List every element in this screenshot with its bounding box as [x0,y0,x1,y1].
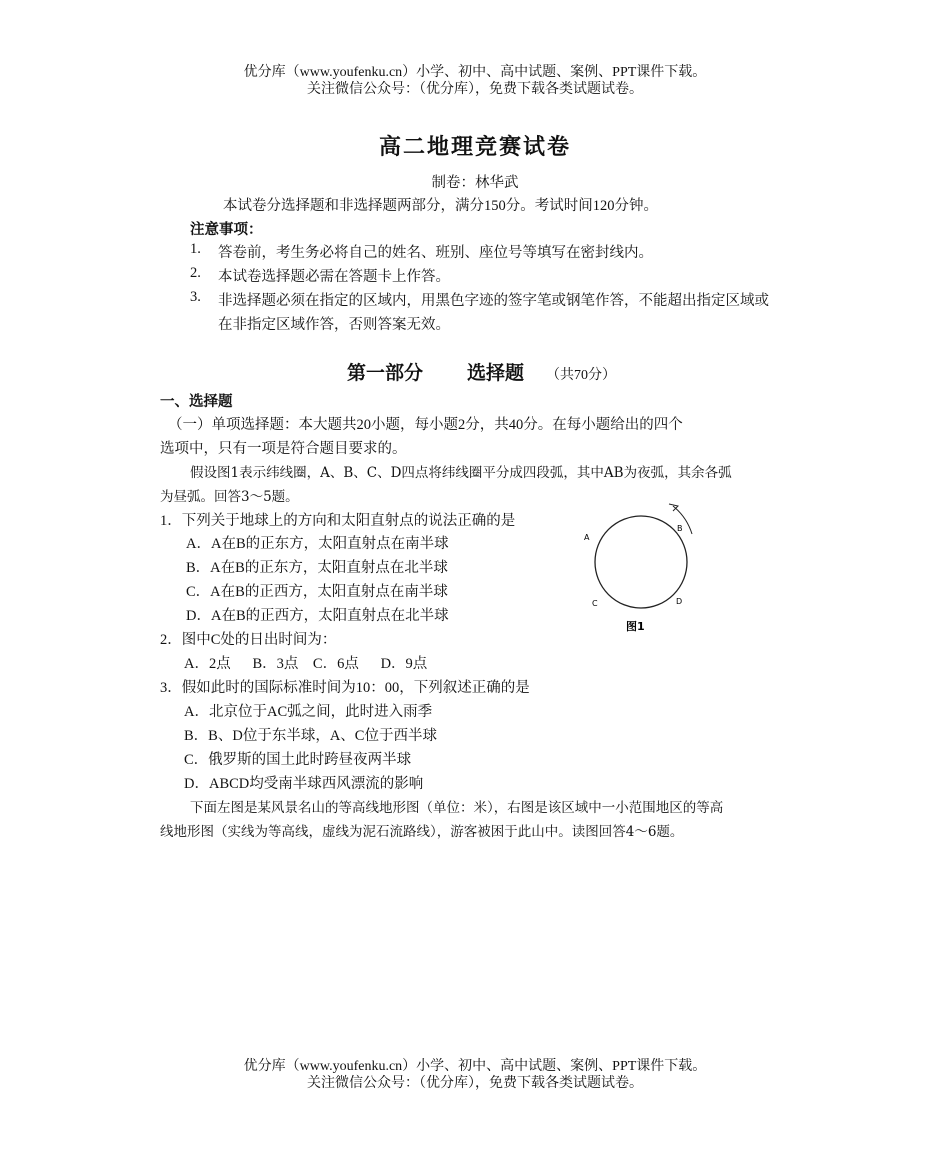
q1-option-d: D．A在B的正西方，太阳直射点在北半球 [186,608,449,624]
author-line: 制卷：林华武 [431,175,519,191]
page-header-line2: 关注微信公众号：（优分库），免费下载各类试题试卷。 [307,82,643,97]
section1-sub-line2: 选项中，只有一项是符合题目要求的。 [160,441,407,457]
point-a-label: A [584,533,590,542]
rotation-arrow-icon [669,504,678,511]
latitude-circle [595,516,687,608]
note-num-3: 3. [190,289,201,305]
note-text-3: 非选择题必须在指定的区域内，用黑色字迹的签字笔或钢笔作答，不能超出指定区域或 [218,293,769,309]
page-title: 高二地理竞赛试卷 [378,135,571,160]
part1-title-b: 选择题 [467,362,525,384]
figure1-latitude-circle [578,500,708,640]
q1-option-b: B．A在B的正东方，太阳直射点在北半球 [186,560,448,576]
passage2-line2: 线地形图（实线为等高线，虚线为泥石流路线），游客被困于此山中。读图回答4～6题。 [160,824,684,840]
q1-option-c: C．A在B的正西方，太阳直射点在南半球 [186,584,448,600]
figure1-caption: 图1 [626,620,645,633]
intro-text: 本试卷分选择题和非选择题两部分，满分150分。考试时间120分钟。 [223,198,658,214]
passage1-line2: 为昼弧。回答3～5题。 [160,489,299,505]
note-text-2: 本试卷选择题必需在答题卡上作答。 [218,269,450,285]
passage1-line1: 假设图1表示纬线圈，A、B、C、D四点将纬线圈平分成四段弧，其中AB为夜弧，其余各弧 [190,465,732,481]
q3-option-d: D．ABCD均受南半球西风漂流的影响 [184,776,424,792]
point-c-label: C [592,599,598,608]
point-d-label: D [676,597,683,606]
note-num-2: 2. [190,265,201,281]
page-footer-line1: 优分库（www.youfenku.cn）小学、初中、高中试题、案例、PPT课件下载。 [243,1059,707,1074]
note-num-1: 1. [190,241,201,257]
q1-stem: 1．下列关于地球上的方向和太阳直射点的说法正确的是 [160,513,516,529]
part1-note: （共70分） [546,368,617,383]
point-b-label: B [677,524,683,533]
q3-stem: 3．假如此时的国际标准时间为10：00，下列叙述正确的是 [160,680,530,696]
q3-option-c: C．俄罗斯的国土此时跨昼夜两半球 [184,752,412,768]
q3-option-a: A．北京位于AC弧之间，此时进入雨季 [184,704,433,720]
section1-heading: 一、选择题 [160,394,233,410]
q2-stem: 2．图中C处的日出时间为： [160,632,337,648]
q3-option-b: B．B、D位于东半球，A、C位于西半球 [184,728,437,744]
notes-heading: 注意事项： [190,222,263,238]
passage2-line1: 下面左图是某风景名山的等高线地形图（单位：米），右图是该区域中一小范围地区的等高 [190,800,724,816]
part1-title-a: 第一部分 [347,362,424,384]
page-header-line1: 优分库（www.youfenku.cn）小学、初中、高中试题、案例、PPT课件下载。 [243,65,707,80]
q2-options: A．2点 B．3点 C．6点 D．9点 [184,656,428,672]
rotation-arc [673,506,692,534]
page-footer-line2: 关注微信公众号：（优分库），免费下载各类试题试卷。 [307,1076,643,1091]
q1-option-a: A．A在B的正东方，太阳直射点在南半球 [186,536,449,552]
section1-sub-line1: （一）单项选择题：本大题共20小题，每小题2分，共40分。在每小题给出的四个 [168,417,683,433]
note-text-3-cont: 在非指定区域作答，否则答案无效。 [218,317,450,333]
part1-title [347,358,616,385]
note-text-1: 答卷前，考生务必将自己的姓名、班别、座位号等填写在密封线内。 [218,245,653,261]
